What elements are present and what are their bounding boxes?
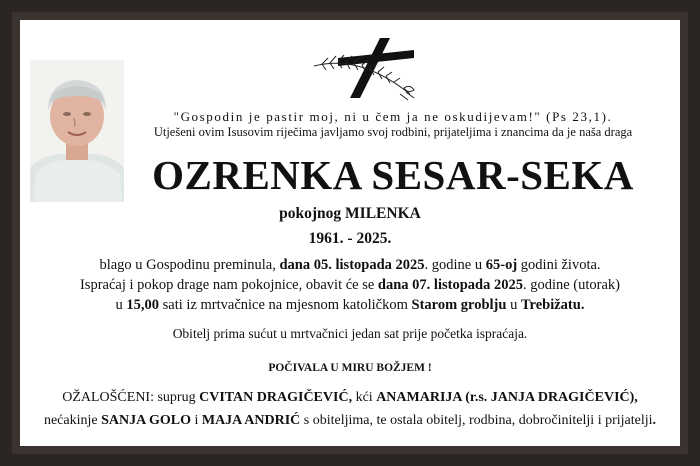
- rest-in-peace: POČIVALA U MIRU BOŽJEM !: [268, 362, 432, 374]
- funeral-place-line: u 15,00 sati iz mrtvačnice na mjesnom katoličkom Starom groblju u Trebižatu.: [115, 297, 585, 313]
- father-name: pokojnog MILENKA: [279, 205, 421, 222]
- mourners-line-1: OŽALOŠĆENI: suprug CVITAN DRAGIČEVIĆ, kći ANAMARIJA (r.s. JANJA DRAGIČEVIĆ),: [62, 390, 638, 405]
- bible-quote: "Gospodin je pastir moj, ni u čem ja ne oskudijevam!" (Ps 23,1).: [173, 109, 613, 124]
- deceased-name: OZRENKA SESAR-SEKA: [152, 152, 634, 198]
- mourners-line-2: nećakinje SANJA GOLO i MAJA ANDRIĆ s obiteljima, te ostala obitelj, rodbina, dobročinitelji i prijatelji.: [43, 413, 657, 428]
- funeral-date-line: Ispraćaj i pokop drage nam pokojnice, obavit će se dana 07. listopada 2025. godine (utorak): [79, 277, 621, 293]
- death-date-line: blago u Gospodinu preminula, dana 05. listopada 2025. godine u 65-oj godini života.: [99, 257, 601, 273]
- cross-with-palm-branch: [310, 36, 420, 102]
- portrait-photo: [30, 60, 124, 202]
- obituary-card: [20, 20, 680, 446]
- intro-text: Utješeni ovim Isusovim riječima javljamo svoj rodbini, prijateljima i znancima da je naša draga: [153, 125, 633, 139]
- life-years: 1961. - 2025.: [308, 230, 392, 247]
- condolences-line: Obitelj prima sućut u mrtvačnici jedan sat prije početka ispraćaja.: [172, 326, 528, 341]
